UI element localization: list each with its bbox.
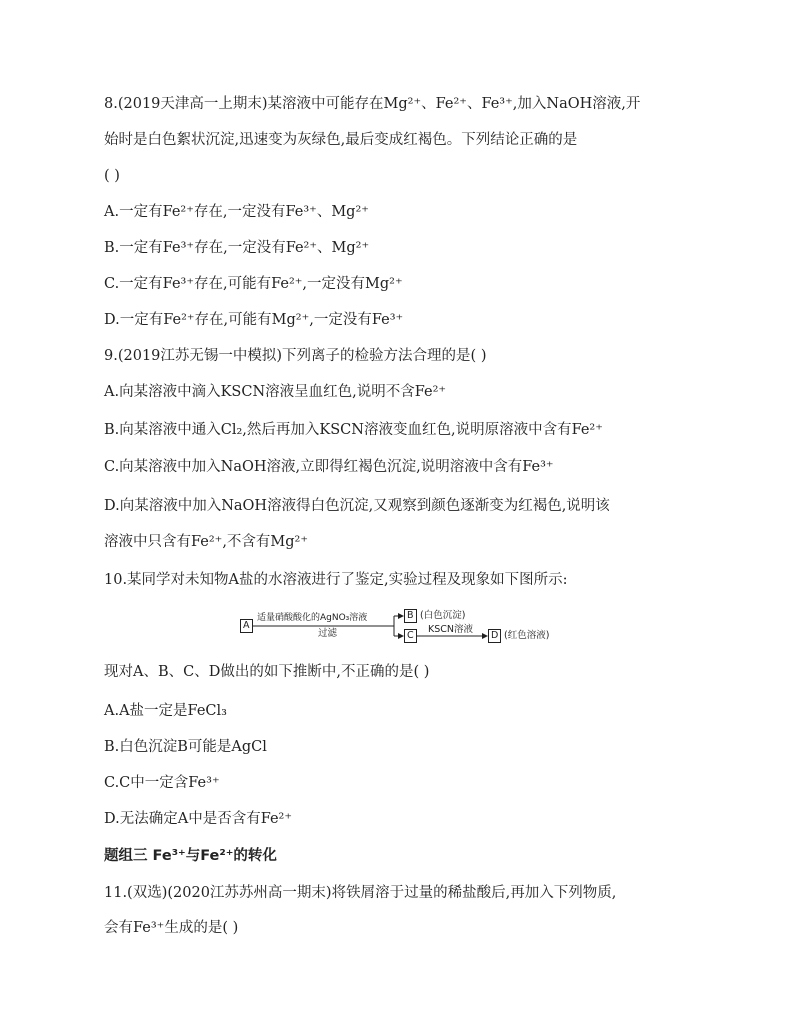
flow-box-a: A (243, 620, 250, 631)
group3-heading: 题组三 Fe³⁺与Fe²⁺的转化 (104, 848, 277, 864)
q8-stem-line2: 始时是白色絮状沉淀,迅速变为灰绿色,最后变成红褐色。下列结论正确的是 (104, 132, 578, 148)
q11-stem-line2: 会有Fe³⁺生成的是( ) (104, 920, 239, 936)
q8-option-b: B.一定有Fe³⁺存在,一定没有Fe²⁺、Mg²⁺ (104, 240, 370, 256)
q10-option-d: D.无法确定A中是否含有Fe²⁺ (104, 811, 293, 827)
flow-box-b: B (407, 610, 414, 621)
q9-option-b: B.向某溶液中通入Cl₂,然后再加入KSCN溶液变血红色,说明原溶液中含有Fe²⁺ (104, 422, 603, 438)
q9-option-d-line2: 溶液中只含有Fe²⁺,不含有Mg²⁺ (104, 534, 309, 550)
q10-prompt: 现对A、B、C、D做出的如下推断中,不正确的是( ) (104, 664, 430, 680)
q8-option-c: C.一定有Fe³⁺存在,可能有Fe²⁺,一定没有Mg²⁺ (104, 276, 403, 292)
q10-option-c: C.C中一定含Fe³⁺ (104, 775, 220, 791)
q8-stem-line1: 8.(2019天津高一上期末)某溶液中可能存在Mg²⁺、Fe²⁺、Fe³⁺,加入NaOH溶液,开 (104, 96, 641, 112)
flow-step-filter: 过滤 (318, 628, 338, 639)
q8-option-a: A.一定有Fe²⁺存在,一定没有Fe³⁺、Mg²⁺ (104, 204, 369, 220)
q9-stem: 9.(2019江苏无锡一中模拟)下列离子的检验方法合理的是( ) (104, 348, 487, 364)
experiment-flow-diagram (240, 609, 560, 651)
q11-stem-line1: 11.(双选)(2020江苏苏州高一期末)将铁屑溶于过量的稀盐酸后,再加入下列物质, (104, 885, 617, 901)
q9-option-c: C.向某溶液中加入NaOH溶液,立即得红褐色沉淀,说明溶液中含有Fe³⁺ (104, 459, 554, 475)
flow-box-d: D (491, 630, 499, 641)
flow-reagent-kscn: KSCN溶液 (428, 624, 473, 635)
flow-result-red-solution: (红色溶液) (504, 630, 550, 641)
flow-reagent-agno3: 适量硝酸酸化的AgNO₃溶液 (257, 613, 368, 623)
flow-box-c: C (407, 630, 414, 641)
q10-stem: 10.某同学对未知物A盐的水溶液进行了鉴定,实验过程及现象如下图所示: (104, 572, 568, 588)
q9-option-a: A.向某溶液中滴入KSCN溶液呈血红色,说明不含Fe²⁺ (104, 384, 447, 400)
flow-result-white-precipitate: (白色沉淀) (420, 610, 466, 621)
q10-option-b: B.白色沉淀B可能是AgCl (104, 739, 267, 755)
q8-option-d: D.一定有Fe²⁺存在,可能有Mg²⁺,一定没有Fe³⁺ (104, 312, 404, 328)
q8-answer-blank: ( ) (104, 168, 120, 184)
q10-option-a: A.A盐一定是FeCl₃ (104, 703, 227, 719)
q9-option-d-line1: D.向某溶液中加入NaOH溶液得白色沉淀,又观察到颜色逐渐变为红褐色,说明该 (104, 498, 610, 514)
